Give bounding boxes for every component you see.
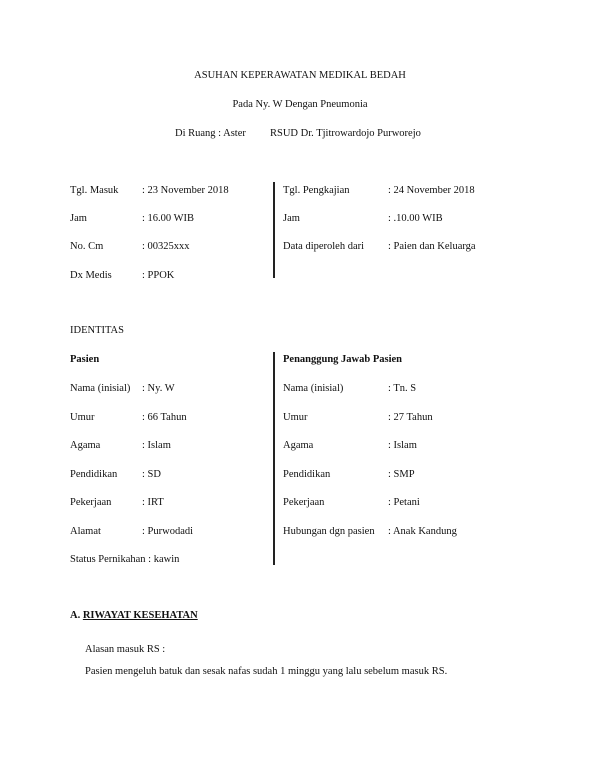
admission-value: : 24 November 2018 [388, 185, 475, 196]
admission-value: : 00325xxx [142, 241, 190, 252]
guardian-label: Pekerjaan [283, 497, 325, 508]
admission-label: Jam [70, 213, 87, 224]
admission-value: : .10.00 WIB [388, 213, 443, 224]
identity-heading: IDENTITAS [70, 325, 124, 336]
patient-label: Pendidikan [70, 469, 118, 480]
admission-label: Dx Medis [70, 270, 112, 281]
guardian-value: : SMP [388, 469, 415, 480]
document-subtitle: Pada Ny. W Dengan Pneumonia [232, 99, 368, 110]
admission-label: Data diperoleh dari [283, 241, 365, 252]
guardian-label: Umur [283, 412, 308, 423]
admission-value: : 23 November 2018 [142, 185, 229, 196]
admission-value: : Paien dan Keluarga [388, 241, 476, 252]
guardian-value: : Tn. S [388, 383, 417, 394]
admission-value: : PPOK [142, 270, 175, 281]
patient-value: : SD [142, 469, 161, 480]
document-title: ASUHAN KEPERAWATAN MEDIKAL BEDAH [194, 70, 406, 81]
admission-label: No. Cm [70, 241, 104, 252]
marital-status: Status Pernikahan : kawin [70, 554, 180, 565]
patient-value: : 66 Tahun [142, 412, 187, 423]
patient-label: Umur [70, 412, 95, 423]
patient-value: : Ny. W [142, 383, 175, 394]
admission-label: Jam [283, 213, 300, 224]
hospital-label: RSUD Dr. Tjitrowardojo Purworejo [270, 128, 421, 139]
guardian-label: Pendidikan [283, 469, 331, 480]
guardian-label: Agama [283, 440, 314, 451]
section-heading [70, 610, 198, 621]
patient-heading: Pasien [70, 354, 100, 365]
admission-value: : 16.00 WIB [142, 213, 195, 224]
patient-label: Agama [70, 440, 101, 451]
patient-value: : Purwodadi [142, 526, 194, 537]
patient-value: : IRT [142, 497, 164, 508]
admission-label: Tgl. Masuk [70, 185, 119, 196]
guardian-heading: Penanggung Jawab Pasien [283, 354, 403, 365]
patient-label: Pekerjaan [70, 497, 112, 508]
guardian-value: : 27 Tahun [388, 412, 433, 423]
guardian-label: Nama (inisial) [283, 383, 344, 394]
admission-label: Tgl. Pengkajian [283, 185, 350, 196]
identity-divider [273, 352, 275, 565]
patient-label: Alamat [70, 526, 101, 537]
guardian-value: : Anak Kandung [388, 526, 457, 537]
admission-divider [273, 182, 275, 278]
admission-reason-text: Pasien mengeluh batuk dan sesak nafas sudah 1 minggu yang lalu sebelum masuk RS. [85, 666, 448, 677]
section-letter: A. [70, 610, 81, 621]
patient-label: Nama (inisial) [70, 383, 131, 394]
guardian-label: Hubungan dgn pasien [283, 526, 375, 537]
guardian-value: : Islam [388, 440, 417, 451]
admission-reason-label: Alasan masuk RS : [85, 644, 166, 655]
patient-value: : Islam [142, 440, 171, 451]
section-title: RIWAYAT KESEHATAN [82, 610, 198, 621]
room-label: Di Ruang : Aster [175, 128, 246, 139]
guardian-value: : Petani [388, 497, 420, 508]
